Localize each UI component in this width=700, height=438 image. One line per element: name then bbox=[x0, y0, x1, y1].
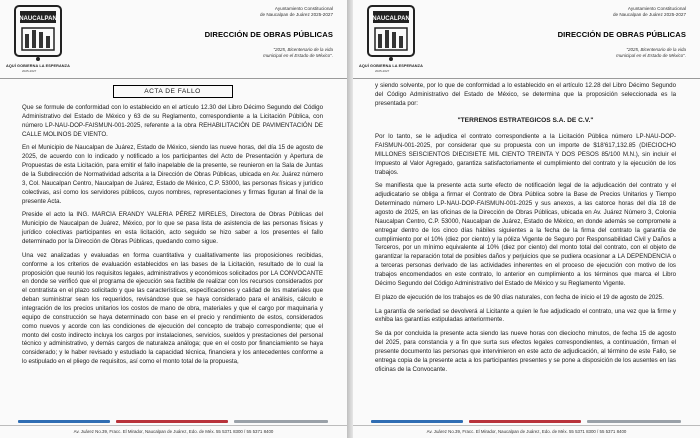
logo-city-text: NAUCALPAN bbox=[372, 16, 410, 22]
paragraph: En el Municipio de Naucalpan de Juárez, Estado de México, siendo las nueve horas, del día 15 de agosto de 2025, de acuerdo con lo indicado y notificado a los participantes del Acto de Presentación y Apertura de Propuestas de esta Licitación, para emitir el fallo inapelable de la presente, se reunieron en la Sala de Juntas de la Subdirección de Normatividad adscrita a la Dirección de Obras Públicas, ubicada en Av. Juárez número 3, Col. Naucalpan Centro, Naucalpan de Juárez, Estado de México, C.P. 53000, las personas físicas y jurídico colectivas, así como los servidores públicos, cuyos nombres, representaciones y firmas figuran al final de la presente Acta. bbox=[22, 144, 323, 205]
header-divider bbox=[353, 78, 700, 79]
footer-bar-blue bbox=[18, 420, 110, 423]
logo-city-text: NAUCALPAN bbox=[19, 16, 57, 22]
logo-caption: AQUÍ GOBIERNA LA ESPERANZA bbox=[359, 64, 423, 68]
direccion-title: DIRECCIÓN DE OBRAS PÚBLICAS bbox=[557, 30, 686, 39]
document-page-1 bbox=[0, 0, 347, 438]
header-divider bbox=[0, 78, 347, 79]
bicentenario-motto: "2025, Bicentenario de la vida municipal en el Estado de México". bbox=[263, 47, 333, 59]
naucalpan-logo bbox=[12, 4, 64, 64]
page-footer: Av. Juárez No.39, Fracc. El Mirador, Naucalpan de Juárez, Edo. de Méx. 55 5371 8300 / 55 5371 8400 bbox=[353, 425, 700, 438]
paragraph: La garantía de seriedad se devolverá al Licitante a quien le fue adjudicado el contrato, una vez que la firme y exhiba las garantías estipuladas anteriormente. bbox=[375, 307, 676, 324]
page-body bbox=[22, 84, 323, 372]
page-header bbox=[353, 0, 700, 78]
ayuntamiento-label: Ayuntamiento Constitucional de Naucalpan de Juárez 2025-2027 bbox=[612, 6, 686, 17]
page-footer: Av. Juárez No.39, Fracc. El Mirador, Naucalpan de Juárez, Edo. de Méx. 55 5371 8300 / 55 5371 8400 bbox=[0, 425, 347, 438]
bicentenario-motto: "2025, Bicentenario de la vida municipal en el Estado de México". bbox=[616, 47, 686, 59]
paragraph: y siendo solvente, por lo que de conformidad a lo establecido en el artículo 12.28 del Libro Décimo Segundo del Código Administrativo del Estado de México, se determina que la proposición seleccionada es la presentada por: bbox=[375, 82, 676, 107]
footer-bar-red bbox=[469, 420, 581, 423]
footer-bar-gray bbox=[234, 420, 328, 423]
paragraph: Se da por concluida la presente acta siendo las nueve horas con dieciocho minutos, de fecha 15 de agosto del 2025, para constancia y a fin que surta sus efectos legales correspondientes, a continuación, firman el presente documento las personas que intervinieron en este acto de adjudicación, al término de este Fallo, se entrega copia de la presente acta a los participantes presentes y se pone a disposición de los ausentes en las oficinas de la Convocante. bbox=[375, 330, 676, 373]
paragraph: Por lo tanto, se le adjudica el contrato correspondiente a la Licitación Pública número LP-NAU-DOP-FAISMUN-001-2025, por considerar que su propuesta con un importe de $18'617,132.85 (DIECIOCHO MILLONES SEISCIENTOS DIECISIETE MIL CIENTO TREINTA Y DOS PESOS 85/100 M.N.), sin incluir el Impuesto al Valor Agregado, garantiza satisfactoriamente el cumplimiento del contrato y la ejecución de los trabajos. bbox=[375, 133, 676, 176]
direccion-title: DIRECCIÓN DE OBRAS PÚBLICAS bbox=[204, 30, 333, 39]
acta-title: ACTA DE FALLO bbox=[113, 85, 233, 98]
paragraph: Se manifiesta que la presente acta surte efecto de notificación legal de la adjudicación del contrato y el adjudicatario se obliga a firmar el Contrato de Obra Pública sobre la Base de Precios Unitarios y Tiempo Determinado número LP-NAU-DOP-FAISMUN-001-2025 y sus anexos, a las catorce horas del día 18 de agosto de 2025, en las oficinas de la Dirección de Obras Públicas, ubicada en Av. Juárez Número 3, Colonia Naucalpan Centro, C.P. 53000, Naucalpan de Juárez, Estado de México, en donde además se compromete a entregar dentro de los cinco días hábiles siguientes a la fecha de la firma del contrato la garantía de cumplimiento por el 10% (diez por ciento) y la póliza Vigente de Seguro por Responsabilidad Civil y Daños a Terceros, por un mínimo equivalente al 10% (diez por ciento) del monto total del contrato, con el objeto de garantizar la reparación total de posibles daños y perjuicios que se pudiera ocasionar a LA DEPENDENCIA o a terceras personas derivado de las actividades inherentes en el proceso de ejecución con motivo de los trabajos encomendados en este contrato, lo anterior en cumplimiento a los términos que marca el Libro Décimo Segundo del Código Administrativo del Estado de México y su Reglamento Vigente. bbox=[375, 182, 676, 287]
logo-caption: AQUÍ GOBIERNA LA ESPERANZA bbox=[6, 64, 70, 68]
footer-bar-gray bbox=[587, 420, 681, 423]
naucalpan-logo bbox=[365, 4, 417, 64]
page-body bbox=[375, 82, 676, 380]
document-page-2 bbox=[353, 0, 700, 438]
winning-company: "TERRENOS ESTRATEGICOS S.A. DE C.V." bbox=[457, 116, 594, 124]
paragraph: Preside el acto la ING. MARCIA ERANDY VALERIA PÉREZ MIRELES, Directora de Obras Públicas del Municipio de Naucalpan de Juárez, México, por lo que se pasa lista de asistencia de las personas físicas y jurídico colectivas participantes en esta licitación, acto seguido se hizo saber a los presentes el fallo determinado por la Dirección de Obras Públicas, quedando como sigue. bbox=[22, 211, 323, 246]
paragraph: El plazo de ejecución de los trabajos es de 90 días naturales, con fecha de inicio el 19 de agosto de 2025. bbox=[375, 293, 664, 301]
paragraph: Una vez analizadas y evaluadas en forma cuantitativa y cualitativamente las proposiciones recibidas, conforme a los criterios de evaluación establecidos en las bases de la Licitación, resultado de lo cual la proposición que reunió los requisitos legales, administrativos y económicos solicitados por LA CONVOCANTE en donde se verificó que el programa de ejecución sea factible de realizar con los recursos considerados por el contratista en el plazo solicitado y que las características, especificaciones y calidad de los materiales que deban suministrar sean los requeridos, revisándose que se haya considerado para el análisis, cálculo e integración de los precios unitarios los costos de mano de obra, materiales y que el cargo por maquinaria y equipo de construcción se haya determinado con base en el precio y rendimiento de estos, considerados como nuevos y acorde con las condiciones de ejecución del concepto de trabajo correspondiente; que el monto del costo indirecto incluya los cargos por instalaciones, servicios, sueldos y prestaciones del personal técnico y administrativo, y demás cargos de naturaleza análoga; que en el costo por financiamiento se haya considerado; y le haber revisado y estudiado la capacidad técnica, financiera y los antecedentes conforme a lo estipulado en el pliego de requisitos, así como el monto total de la propuesta, bbox=[22, 251, 323, 366]
footer-bar-blue bbox=[371, 420, 463, 423]
logo-years: 2025-2027 bbox=[22, 69, 37, 73]
ayuntamiento-label: Ayuntamiento Constitucional de Naucalpan de Juárez 2025-2027 bbox=[259, 6, 333, 17]
paragraph: Que se formule de conformidad con lo establecido en el artículo 12.30 del Libro Décimo Segundo del Código Administrativo del Estado de México y 63 de su Reglamento, correspondiente a la Licitación Pública, con número LP-NAU-DOP-FAISMUN-001-2025, referente a la obra REHABILITACIÓN DE PAVIMENTACIÓN DE CALLE MOLINOS DE VIENTO. bbox=[22, 104, 323, 138]
page-header bbox=[0, 0, 347, 78]
footer-bar-red bbox=[116, 420, 228, 423]
logo-years: 2025-2027 bbox=[375, 69, 390, 73]
